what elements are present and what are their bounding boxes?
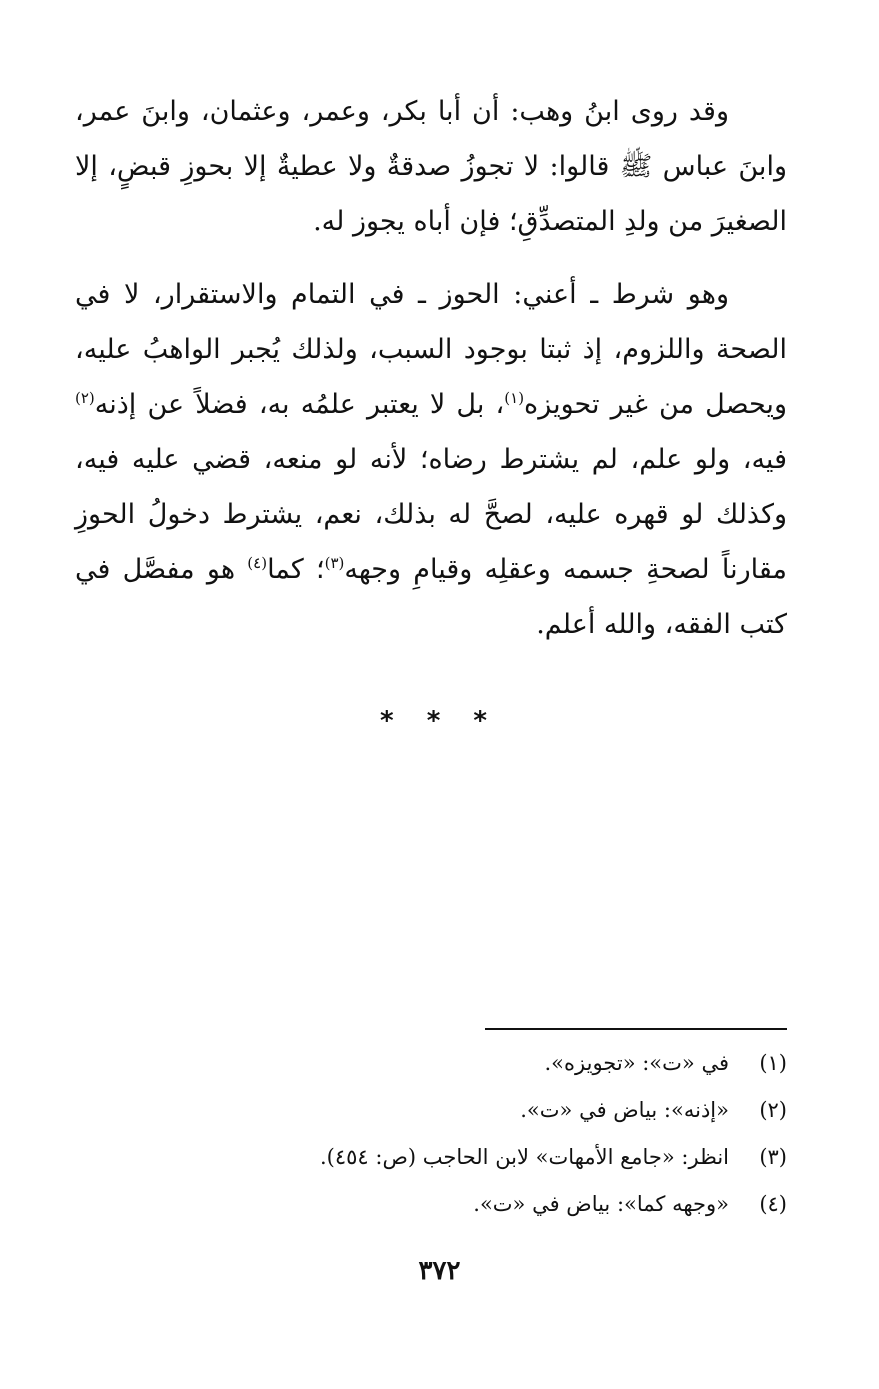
footnote-ref-3: (٣) <box>324 554 345 572</box>
paragraph-2-part-c: فيه، ولو علم، لم يشترط رضاه؛ لأنه لو منعه، قضي عليه فيه، وكذلك لو قهره عليه، لصحَّ له بذلك، نعم، يشترط دخولُ الحوزِ مقارناً لصحةِ جسمه وعقلِه وقيامِ وجهه <box>75 444 788 585</box>
footnote-text: «إذنه»: بياض في «ت». <box>520 1098 729 1122</box>
footnote-item <box>75 1181 787 1228</box>
paragraph-2 <box>75 267 787 652</box>
footnote-text: «وجهه كما»: بياض في «ت». <box>473 1192 729 1216</box>
footnote-item <box>75 1087 787 1134</box>
footnote-text: في «ت»: «تجويزه». <box>544 1051 729 1075</box>
footnote-ref-1: (١) <box>504 389 525 407</box>
paragraph-2-part-b: ، بل لا يعتبر علمُه به، فضلاً عن إذنه <box>94 389 505 420</box>
footnote-number: (١) <box>759 1051 787 1075</box>
main-text <box>75 84 787 652</box>
paragraph-2-part-e: هو مفصَّل في كتب الفقه، والله أعلم. <box>75 554 787 640</box>
footnote-ref-2: (٢) <box>75 389 95 407</box>
footnote-number: (٣) <box>759 1145 787 1169</box>
footnotes <box>75 1040 787 1228</box>
paragraph-2-part-a: وهو شرط ـ أعني: الحوز ـ في التمام والاستقرار، لا في الصحة واللزوم، إذ ثبتا بوجود السبب، ولذلك يُجبر الواهبُ عليه، ويحصل من غير تحويزه <box>75 279 787 420</box>
footnote-text: انظر: «جامع الأمهات» لابن الحاجب (ص: ٤٥٤). <box>320 1145 729 1169</box>
paragraph-1: وقد روى ابنُ وهب: أن أبا بكر، وعمر، وعثمان، وابنَ عمر، وابنَ عباس ﷺ قالوا: لا تجوزُ صدقةٌ ولا عطيةٌ إلا بحوزِ قبضٍ، إلا الصغيرَ من ولدِ المتصدِّقِ؛ فإن أباه يجوز له. <box>75 96 787 237</box>
footnote-item <box>75 1134 787 1181</box>
footnote-ref-4: (٤) <box>247 554 268 572</box>
footnote-number: (٤) <box>759 1192 787 1216</box>
page-number: ٣٧٢ <box>418 1256 461 1286</box>
section-separator: * * * <box>380 706 499 736</box>
footnote-number: (٢) <box>759 1098 787 1122</box>
footnote-divider <box>485 1028 787 1030</box>
footnote-item <box>75 1040 787 1087</box>
paragraph-2-part-d: ؛ كما <box>267 554 325 585</box>
